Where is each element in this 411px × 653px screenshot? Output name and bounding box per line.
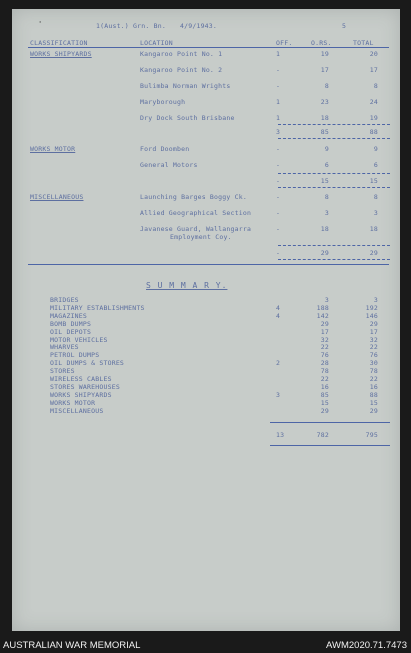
summary-row-ors: 188 — [316, 303, 329, 312]
summary-row-ors: 29 — [320, 406, 329, 415]
summary-label: STORES — [50, 367, 75, 376]
section-subtotal-off: - — [276, 249, 281, 257]
summary-row-ors: 78 — [320, 367, 329, 376]
summary-label: WORKS SHIPYARDS — [50, 390, 112, 399]
location-row-ors: 8 — [324, 193, 329, 201]
location-label: Javanese Guard, Wallangarra — [140, 225, 252, 233]
summary-label: WORKS MOTOR — [50, 398, 96, 407]
column-heading-classification: CLASSIFICATION — [30, 39, 88, 47]
summary-row-ors: 17 — [320, 327, 329, 336]
section-end-line — [28, 264, 389, 265]
location-label: Allied Geographical Section — [140, 209, 252, 217]
summary-row-total: 88 — [369, 390, 378, 399]
summary-row-total: 17 — [369, 327, 378, 336]
location-label: Launching Barges Boggy Ck. — [140, 193, 247, 201]
location-row-total: 18 — [369, 225, 378, 233]
location-label: General Motors — [140, 161, 198, 169]
subtotal-underline — [278, 259, 390, 260]
summary-label: BRIDGES — [50, 296, 79, 304]
location-row-off: 1 — [276, 50, 281, 58]
summary-row-total: 192 — [365, 303, 378, 312]
grand-total-total: 795 — [365, 431, 378, 439]
subtotal-line — [278, 173, 390, 174]
location-row-off: - — [276, 193, 281, 201]
column-heading-location: LOCATION — [140, 39, 173, 47]
summary-row-off: 4 — [276, 311, 281, 320]
summary-row-ors: 29 — [320, 319, 329, 328]
summary-row-total: 22 — [369, 375, 378, 383]
column-heading-ors: O.RS. — [311, 39, 332, 47]
subtotal-underline — [278, 187, 390, 188]
section-classification: MISCELLANEOUS — [30, 193, 84, 201]
section-subtotal-ors: 15 — [320, 177, 329, 185]
location-label: Bulimba Norman Wrights — [140, 82, 231, 90]
location-label: Ford Doomben — [140, 145, 190, 153]
location-label: Kangaroo Point No. 2 — [140, 66, 223, 74]
summary-row-ors: 32 — [320, 335, 329, 344]
location-row-total: 19 — [369, 114, 378, 122]
summary-row-total: 3 — [373, 296, 378, 304]
location-row-ors: 3 — [324, 209, 329, 217]
location-row-total: 9 — [373, 145, 378, 153]
summary-label: MISCELLANEOUS — [50, 406, 104, 415]
location-row-off: - — [276, 82, 281, 90]
header-page-number: 5 — [342, 22, 347, 30]
location-label: Dry Dock South Brisbane — [140, 114, 235, 122]
summary-row-off: 3 — [276, 390, 281, 399]
summary-label: WHARVES — [50, 343, 79, 352]
section-subtotal-total: 88 — [369, 128, 378, 136]
location-row-total: 20 — [369, 50, 378, 58]
summary-row-off: 4 — [276, 303, 281, 312]
location-row-total: 8 — [373, 82, 378, 90]
section-classification: WORKS SHIPYARDS — [30, 50, 92, 58]
column-heading-total: TOTAL — [353, 39, 374, 47]
location-row-off: 1 — [276, 114, 281, 122]
section-subtotal-off: - — [276, 177, 281, 185]
location-label: Maryborough — [140, 98, 186, 106]
summary-title: S U M M A R Y. — [146, 281, 228, 290]
summary-label: PETROL DUMPS — [50, 351, 100, 360]
summary-label: OIL DUMPS & STORES — [50, 359, 125, 368]
location-row-ors: 17 — [320, 66, 329, 74]
summary-row-ors: 3 — [324, 296, 329, 304]
location-row-off: - — [276, 66, 281, 74]
grand-total-ors: 782 — [316, 431, 329, 439]
summary-row-ors: 22 — [320, 343, 329, 352]
section-subtotal-off: 3 — [276, 128, 281, 136]
location-row-ors: 18 — [320, 114, 329, 122]
summary-row-ors: 142 — [316, 311, 329, 320]
summary-label: MAGAZINES — [50, 311, 88, 320]
summary-label: BOMB DUMPS — [50, 319, 92, 328]
location-row-ors: 19 — [320, 50, 329, 58]
summary-row-ors: 22 — [320, 375, 329, 383]
header-underline — [28, 47, 389, 48]
summary-label: WIRELESS CABLES — [50, 375, 112, 383]
location-row-ors: 18 — [320, 225, 329, 233]
summary-label: MILITARY ESTABLISHMENTS — [50, 303, 145, 312]
summary-label: OIL DEPOTS — [50, 327, 92, 336]
column-heading-off: OFF. — [276, 39, 293, 47]
summary-row-total: 22 — [369, 343, 378, 352]
summary-row-ors: 15 — [320, 398, 329, 407]
section-subtotal-total: 15 — [369, 177, 378, 185]
location-row-total: 17 — [369, 66, 378, 74]
summary-label: STORES WAREHOUSES — [50, 382, 120, 391]
pen-mark: ' — [38, 20, 43, 28]
summary-row-total: 76 — [369, 351, 378, 360]
summary-row-total: 29 — [369, 406, 378, 415]
location-row-off: - — [276, 161, 281, 169]
section-subtotal-total: 29 — [369, 249, 378, 257]
summary-row-total: 16 — [369, 382, 378, 391]
summary-row-total: 32 — [369, 335, 378, 344]
summary-row-ors: 16 — [320, 382, 329, 391]
location-row-off: - — [276, 225, 281, 233]
summary-row-ors: 85 — [320, 390, 329, 399]
subtotal-underline — [278, 138, 390, 139]
summary-row-total: 29 — [369, 319, 378, 328]
archive-reference: AWM2020.71.7473 — [326, 640, 407, 651]
section-classification: WORKS MOTOR — [30, 145, 76, 153]
subtotal-line — [278, 245, 390, 246]
header-date: 4/9/1943. — [180, 22, 218, 30]
section-subtotal-ors: 85 — [320, 128, 329, 136]
summary-label: MOTOR VEHICLES — [50, 335, 108, 344]
location-row-total: 3 — [373, 209, 378, 217]
summary-row-ors: 76 — [320, 351, 329, 360]
summary-row-total: 78 — [369, 367, 378, 376]
section-subtotal-ors: 29 — [320, 249, 329, 257]
grand-total-off: 13 — [276, 431, 285, 439]
archive-credit: AUSTRALIAN WAR MEMORIAL — [3, 640, 141, 651]
location-row-ors: 6 — [324, 161, 329, 169]
location-row-total: 8 — [373, 193, 378, 201]
location-row-ors: 9 — [324, 145, 329, 153]
location-row-total: 6 — [373, 161, 378, 169]
summary-row-ors: 28 — [320, 359, 329, 368]
location-row-total: 24 — [369, 98, 378, 106]
subtotal-line — [278, 124, 390, 125]
location-label: Kangaroo Point No. 1 — [140, 50, 223, 58]
summary-row-total: 146 — [365, 311, 378, 320]
summary-row-total: 15 — [369, 398, 378, 407]
location-label-continued: Employment Coy. — [170, 233, 232, 241]
summary-row-total: 30 — [369, 359, 378, 368]
location-row-off: - — [276, 145, 281, 153]
location-row-off: - — [276, 209, 281, 217]
grand-total-line-bottom — [270, 445, 390, 446]
grand-total-line-top — [270, 422, 390, 423]
location-row-ors: 23 — [320, 98, 329, 106]
header-unit: 1(Aust.) Grn. Bn. — [96, 22, 166, 30]
location-row-ors: 8 — [324, 82, 329, 90]
summary-row-off: 2 — [276, 359, 281, 368]
location-row-off: 1 — [276, 98, 281, 106]
